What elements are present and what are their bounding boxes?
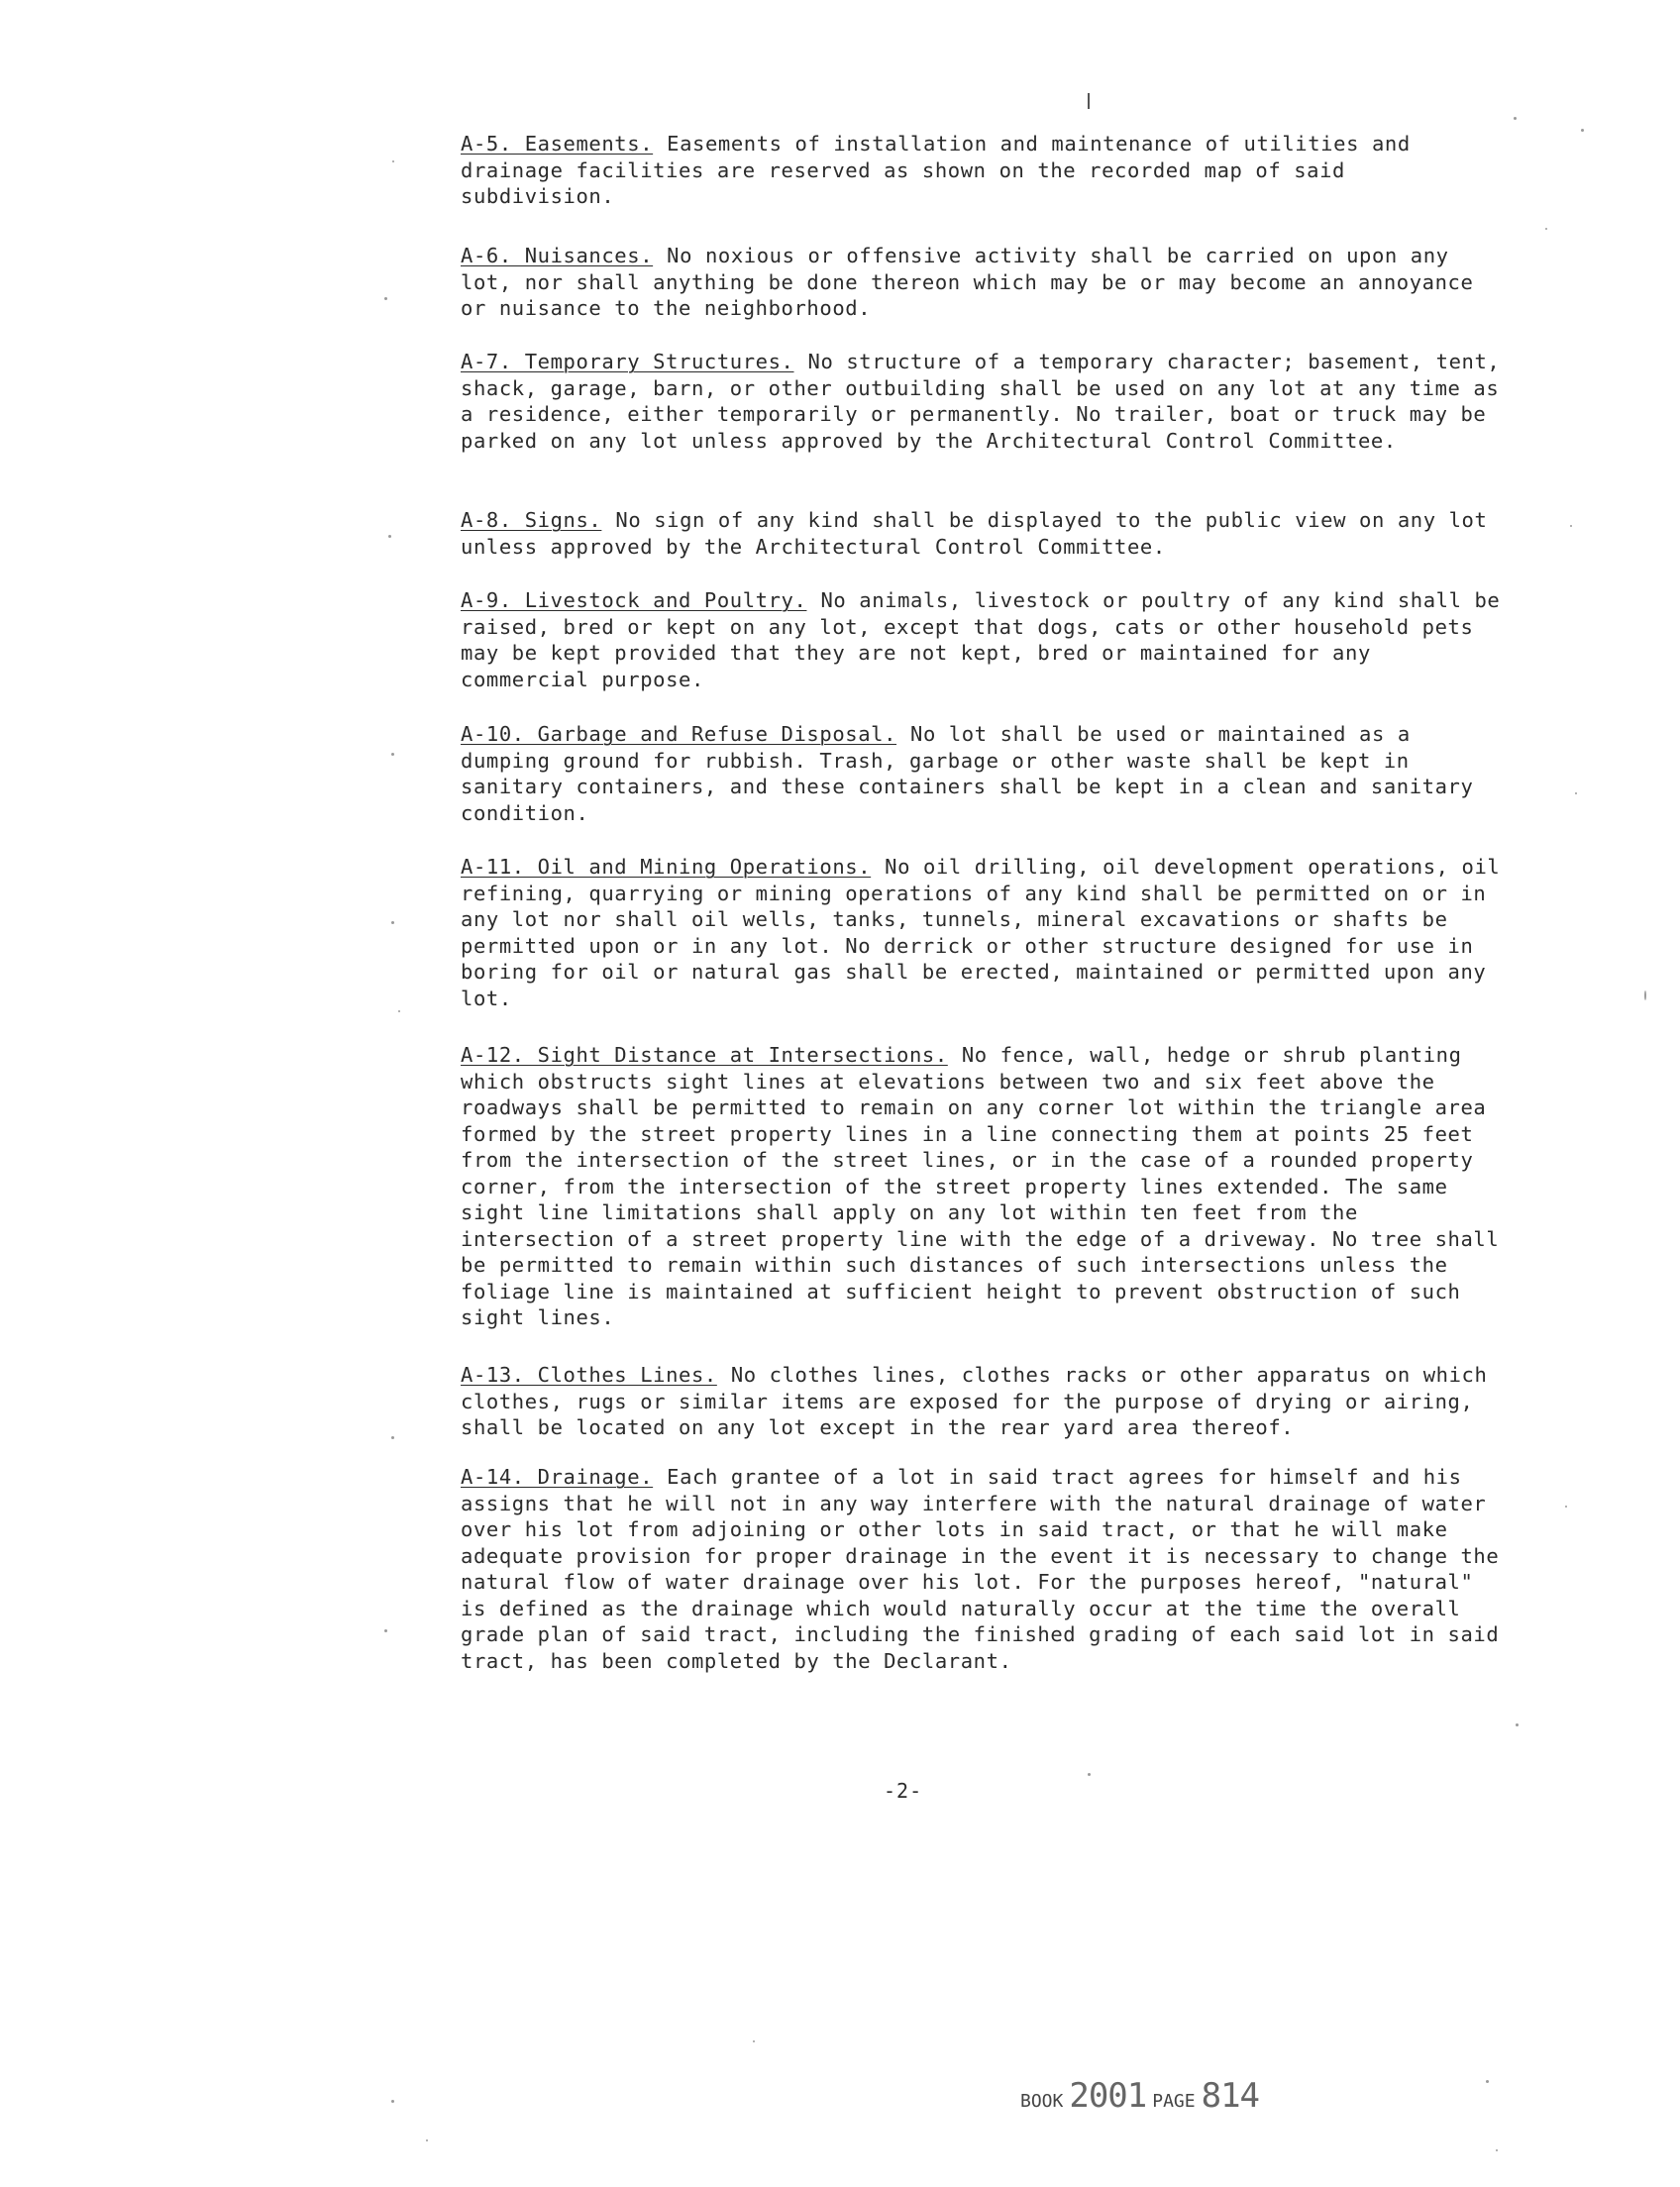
scan-speck — [1486, 2080, 1489, 2083]
section-body: No structure of a temporary character; basement, tent, shack, garage, barn, or other outbuilding shall be used on any lot at any time as a residence, either temporarily or permanently. No trailer, boat or truck may be parked on any lot unless approved by the Architectural Control Committee. — [461, 350, 1501, 453]
section-heading: A-14. Drainage. — [461, 1465, 654, 1489]
section-body: Easements of installation and maintenance of utilities and drainage facilities are reserved as shown on the recorded map of said subdivision. — [461, 132, 1411, 208]
section-body: No clothes lines, clothes racks or other apparatus on which clothes, rugs or similar items are exposed for the purpose of drying or airing, shall be located on any lot except in the rear yard area thereof. — [461, 1363, 1488, 1439]
section-heading: A-8. Signs. — [461, 508, 602, 532]
scan-speck — [1575, 792, 1577, 794]
section-body: No oil drilling, oil development operations, oil refining, quarrying or mining operations of any kind shall be permitted on or in any lot nor shall oil wells, tanks, tunnels, mineral excavations or shafts be permitted upon or in any lot. No derrick or other structure designed for use in boring for oil or natural gas shall be erected, maintained or permitted upon any lot. — [461, 855, 1501, 1010]
section-a5 — [461, 131, 1501, 210]
section-body: No sign of any kind shall be displayed to the public view on any lot unless approved by the Architectural Control Committee. — [461, 508, 1488, 559]
scan-speck — [426, 2139, 428, 2141]
scan-speck — [753, 2040, 755, 2042]
book-label: BOOK — [1020, 2091, 1064, 2112]
page-value: 814 — [1201, 2076, 1260, 2116]
scan-speck — [1581, 129, 1584, 132]
scan-speck — [384, 1629, 387, 1632]
section-a7 — [461, 349, 1501, 454]
scan-speck — [391, 753, 394, 756]
section-body: No lot shall be used or maintained as a dumping ground for rubbish. Trash, garbage or other waste shall be kept in sanitary containers, and these containers shall be kept in a clean and sanitary condition. — [461, 722, 1474, 825]
section-body: Each grantee of a lot in said tract agrees for himself and his assigns that he will not in any way interfere with the natural drainage of water over his lot from adjoining or other lots in said tract, or that he will make adequate provision for proper drainage in the event it is necessary to change the natural flow of water drainage over his lot. For the purposes hereof, "natural" is defined as the drainage which would naturally occur at the time the overall grade plan of said tract, including the finished grading of each said lot in said tract, has been completed by the Declarant. — [461, 1465, 1500, 1673]
scan-speck — [391, 2100, 394, 2103]
scan-speck — [1570, 525, 1572, 527]
section-heading: A-13. Clothes Lines. — [461, 1363, 717, 1387]
section-heading: A-7. Temporary Structures. — [461, 350, 794, 373]
page-label: PAGE — [1152, 2091, 1196, 2112]
section-body: No fence, wall, hedge or shrub planting which obstructs sight lines at elevations between two and six feet above the roadways shall be permitted to remain on any corner lot within the triangle area formed by the street property lines in a line connecting them at points 25 feet from the intersection of the street lines, or in the case of a rounded property corner, from the intersection of the street property lines extended. The same sight line limitations shall apply on any lot within ten feet from the intersection of a street property line with the edge of a driveway. No tree shall be permitted to remain within such distances of such intersections unless the foliage line is maintained at sufficient height to prevent obstruction of such sight lines. — [461, 1043, 1500, 1329]
page-number: -2- — [884, 1779, 923, 1803]
scan-speck — [388, 535, 391, 538]
section-a6 — [461, 243, 1501, 322]
section-a11 — [461, 854, 1501, 1011]
scan-speck — [1644, 990, 1646, 1000]
scan-speck — [384, 297, 387, 300]
scan-speck — [398, 1010, 400, 1012]
section-heading: A-10. Garbage and Refuse Disposal. — [461, 722, 897, 746]
scan-speck — [1516, 1723, 1519, 1726]
section-a8 — [461, 507, 1501, 560]
section-body: No animals, livestock or poultry of any kind shall be raised, bred or kept on any lot, except that dogs, cats or other household pets may be kept provided that they are not kept, bred or maintained for any commercial purpose. — [461, 588, 1501, 691]
scan-speck — [391, 1436, 394, 1439]
scan-speck — [1496, 2149, 1498, 2151]
scan-mark — [1088, 93, 1090, 109]
scan-speck — [391, 921, 394, 924]
section-a13 — [461, 1362, 1501, 1441]
scan-speck — [1514, 117, 1517, 120]
section-a12 — [461, 1042, 1501, 1331]
scan-speck — [1565, 1506, 1567, 1508]
section-a10 — [461, 721, 1501, 826]
scan-speck — [1545, 228, 1547, 230]
section-heading: A-6. Nuisances. — [461, 244, 654, 267]
section-heading: A-12. Sight Distance at Intersections. — [461, 1043, 948, 1067]
book-number: 2001 — [1069, 2076, 1147, 2116]
section-heading: A-11. Oil and Mining Operations. — [461, 855, 872, 879]
scan-speck — [392, 160, 394, 162]
section-heading: A-9. Livestock and Poultry. — [461, 588, 807, 612]
section-body: No noxious or offensive activity shall be carried on upon any lot, nor shall anything be done thereon which may be or may become an annoyance or nuisance to the neighborhood. — [461, 244, 1474, 320]
section-a14 — [461, 1464, 1501, 1674]
section-a9 — [461, 587, 1501, 692]
book-page-stamp — [1020, 2076, 1259, 2116]
scan-speck — [1088, 1773, 1091, 1776]
section-heading: A-5. Easements. — [461, 132, 654, 156]
